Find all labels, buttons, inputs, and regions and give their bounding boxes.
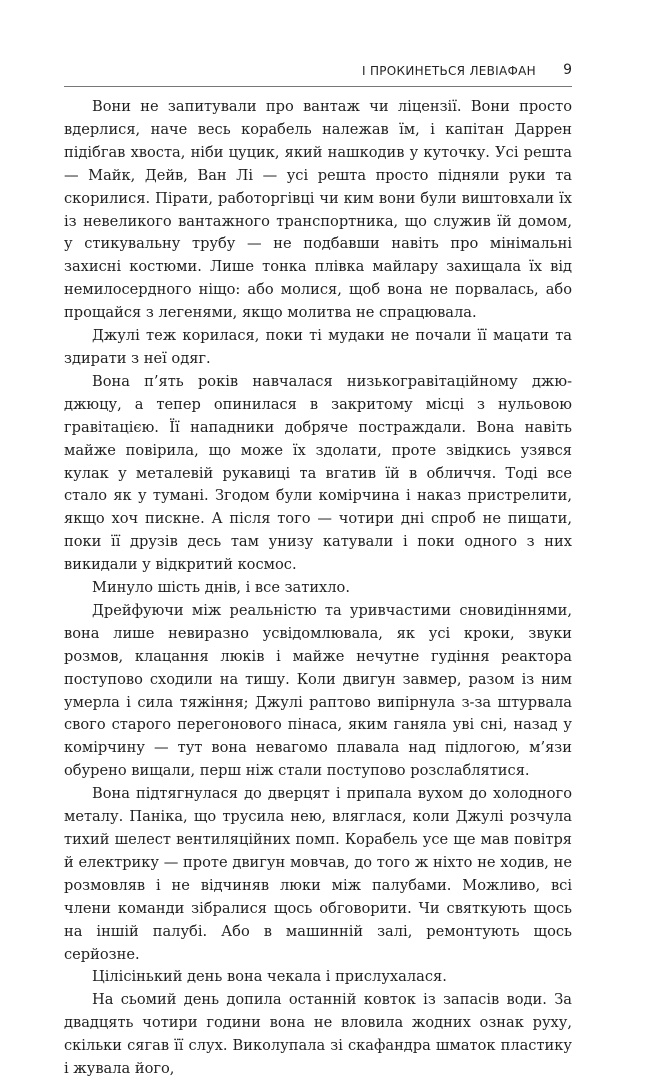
paragraph: Цілісінький день вона чекала і прислухалася. [92, 968, 447, 986]
body-text [64, 96, 572, 1081]
paragraph: Джулі теж корилася, поки ті мудаки не почали її мацати та здирати з неї одяг. [64, 327, 572, 367]
paragraph: Вона підтягнулася до дверцят і припала вухом до холодного металу. Паніка, що трусила нею, вляглася, коли Джулі розчула тихий шелест вентиляційних помп. Корабель усе ще мав повітря й електрику — проте двигун мовчав, до того ж ніхто не ходив, не розмовляв і не відчиняв люки між палубами. Можливо, всі члени команди зібралися щось обговорити. Чи святкують щось на іншій палубі. Або в машинній залі, ремонтують щось серйозне. [64, 785, 572, 963]
paragraph: Вона п’ять років навчалася низькогравітаційному джю-джюцу, а тепер опинилася в закритому місці з нульовою гравітацією. Її нападники добряче постраждали. Вона навіть майже повірила, що може їх здолати, проте звідкись узявся кулак у металевій рукавиці та вгатив їй в обличчя. Тоді все стало як у тумані. Згодом були комірчина і наказ пристрелити, якщо хоч пискне. А після того — чотири дні спроб не пищати, поки її друзів десь там унизу катували і поки одного з них викидали у відкритий космос. [64, 372, 572, 574]
paragraph: Дрейфуючи між реальністю та уривчастими сновидіннями, вона лише невиразно усвідомлювала, як усі кроки, звуки розмов, клацання люків і майже нечутне гудіння реактора поступово сходили на тишу. Коли двигун завмер, разом із ним умерла і сила тяжіння; Джулі раптово випірнула з-за штурвала свого старого перегонового пінаса, яким ганяла уві сні, назад у комірчину — тут вона невагомо плавала над підлогою, м’язи обурено вищали, перш ніж стали поступово розслаблятися. [64, 601, 572, 780]
paragraph: На сьомий день допила останній ковток із запасів води. За двадцять чотири години вона не вловила жодних ознак руху, скільки сягав її слух. Виколупала зі скафандра шматок пластику і жувала його, [64, 991, 572, 1078]
paragraph: Вони не запитували про вантаж чи ліцензії. Вони просто вдерлися, наче весь корабель належав їм, і капітан Даррен підібгав хвоста, ніби цуцик, який нашкодив у куточку. Усі решта — Майк, Дейв, Ван Лі — усі решта просто підняли руки та скорилися. Пірати, работоргівці чи ким вони були виштовхали їх із невеликого вантажного транспортника, що служив їй домом, у стикувальну трубу — не подбавши навіть про мінімальні захисні костюми. Лише тонка плівка майлару захищала їх від немилосердного ніщо: або молися, щоб вона не порвалась, або прощайся з легенями, якщо молитва не спрацювала. [64, 98, 572, 322]
paragraph: Минуло шість днів, і все затихло. [92, 579, 350, 597]
running-title: І ПРОКИНЕТЬСЯ ЛЕВІАФАН [361, 64, 536, 78]
running-header [64, 64, 572, 87]
page-number: 9 [563, 62, 572, 78]
